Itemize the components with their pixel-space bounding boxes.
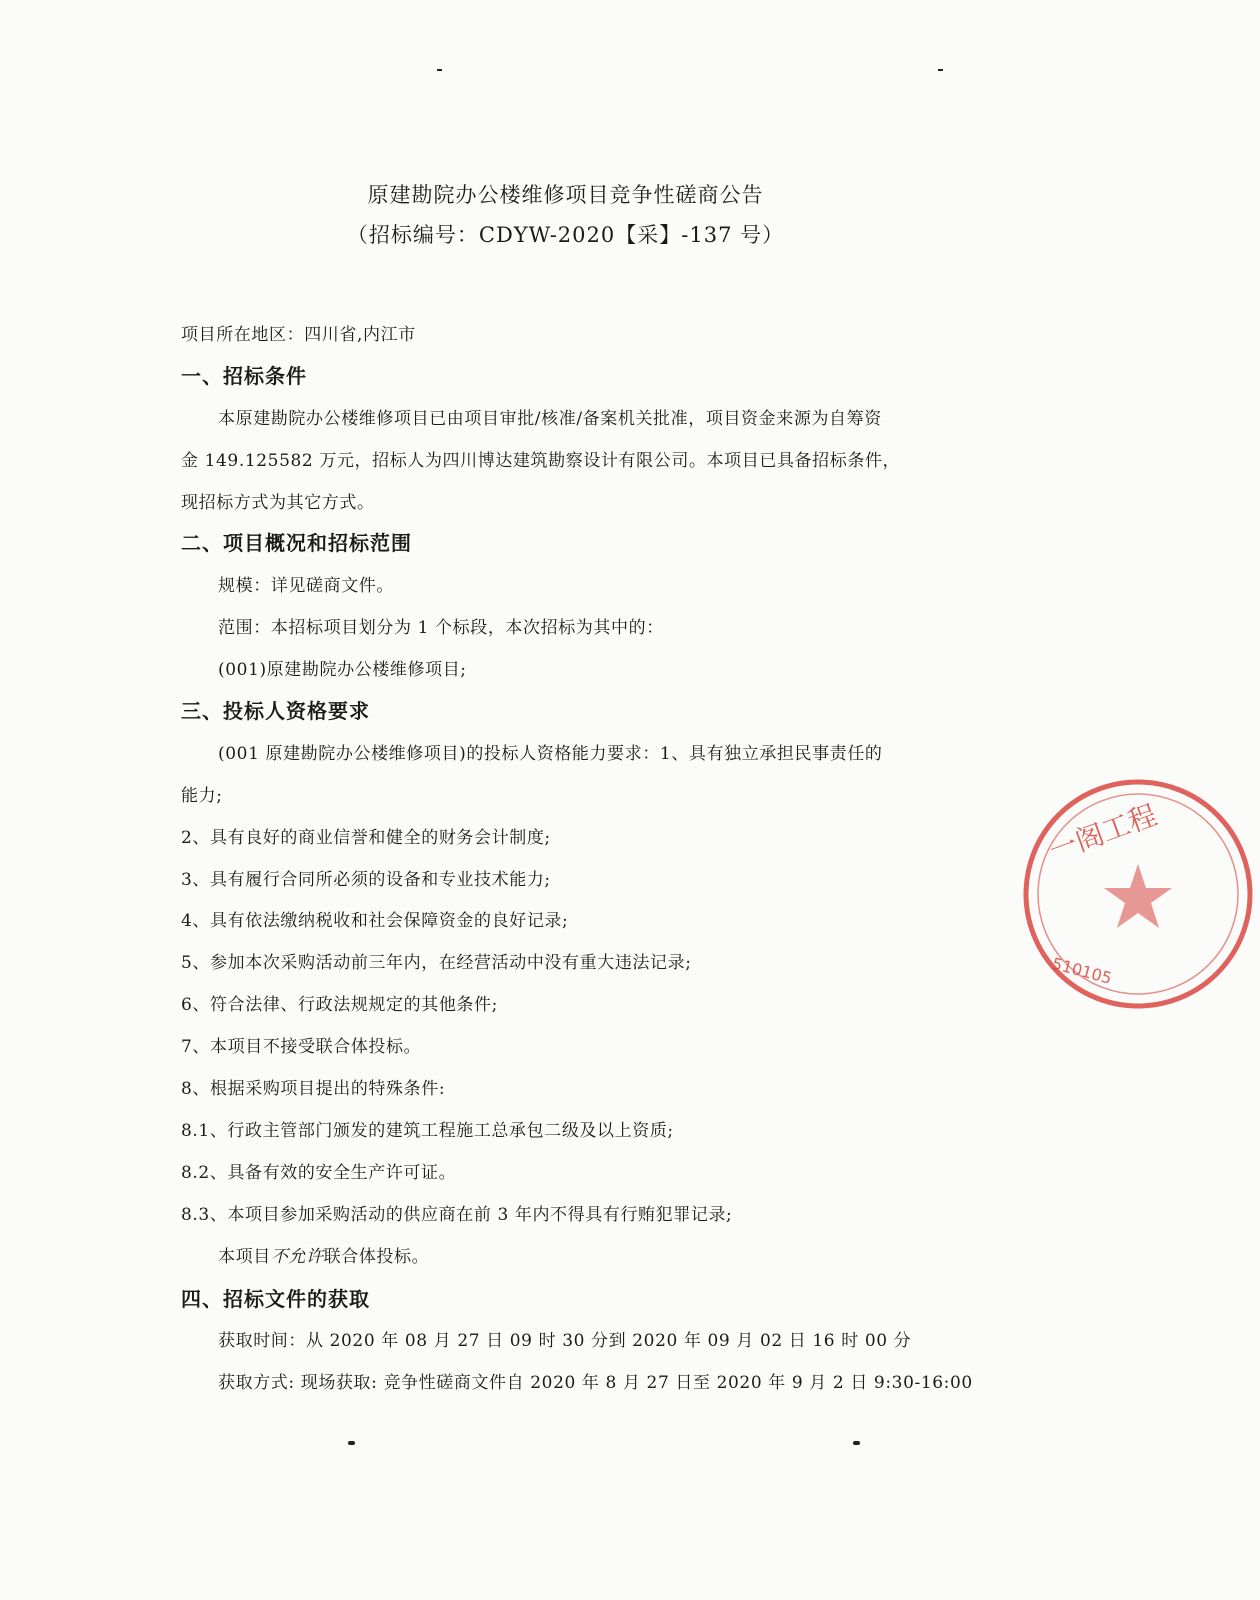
paragraph-line: 获取时间：从 2020 年 08 月 27 日 09 时 30 分到 2020 年 09 月 02 日 16 时 00 分	[218, 1331, 912, 1351]
consortium-italic: 不允许	[270, 1247, 324, 1267]
list-item: 8.2、具备有效的安全生产许可证。	[181, 1163, 457, 1183]
project-location: 项目所在地区：四川省,内江市	[181, 325, 416, 345]
tender-number: （招标编号：CDYW-2020【采】-137 号）	[346, 223, 785, 247]
list-item: 6、符合法律、行政法规规定的其他条件;	[181, 995, 498, 1015]
paragraph-line: 现招标方式为其它方式。	[181, 493, 375, 513]
consortium-suffix: 联合体投标。	[323, 1247, 430, 1267]
paragraph-line: 能力;	[181, 786, 223, 806]
red-seal-stamp	[1020, 776, 1162, 1016]
list-item: 8.3、本项目参加采购活动的供应商在前 3 年内不得具有行贿犯罪记录;	[181, 1205, 733, 1225]
list-item: 8.1、行政主管部门颁发的建筑工程施工总承包二级及以上资质;	[181, 1121, 674, 1141]
scan-mark	[853, 1441, 860, 1445]
paragraph-line: (001)原建勘院办公楼维修项目;	[218, 660, 467, 680]
paragraph-line: 范围：本招标项目划分为 1 个标段，本次招标为其中的：	[218, 618, 664, 638]
list-item: 7、本项目不接受联合体投标。	[181, 1037, 422, 1057]
paragraph-line: 金 149.125582 万元，招标人为四川博达建筑勘察设计有限公司。本项目已具备招标条件，	[181, 451, 901, 471]
paragraph-line: 规模：详见磋商文件。	[218, 576, 394, 596]
paragraph-line: 获取方式: 现场获取: 竞争性磋商文件自 2020 年 8 月 27 日至 2020 年 9 月 2 日 9:30-16:00	[218, 1373, 973, 1393]
section-heading: 三、投标人资格要求	[181, 699, 370, 723]
document-title: 原建勘院办公楼维修项目竞争性磋商公告	[367, 183, 764, 207]
list-item: 3、具有履行合同所必须的设备和专业技术能力;	[181, 870, 551, 890]
list-item: 5、参加本次采购活动前三年内，在经营活动中没有重大违法记录;	[181, 953, 692, 973]
consortium-note	[218, 1242, 429, 1267]
stamp-number: 510105	[1049, 953, 1114, 988]
stamp-text: 一阁工程	[1044, 798, 1162, 868]
paragraph-line: 本原建勘院办公楼维修项目已由项目审批/核准/备案机关批准，项目资金来源为自筹资	[218, 409, 882, 429]
consortium-prefix: 本项目	[218, 1247, 271, 1267]
scan-mark	[348, 1441, 355, 1445]
list-item: 4、具有依法缴纳税收和社会保障资金的良好记录;	[181, 911, 569, 931]
paragraph-line: (001 原建勘院办公楼维修项目)的投标人资格能力要求：1、具有独立承担民事责任的	[218, 744, 883, 764]
section-heading: 一、招标条件	[181, 364, 307, 388]
section-heading: 四、招标文件的获取	[181, 1287, 370, 1311]
section-heading: 二、项目概况和招标范围	[181, 531, 412, 555]
list-item: 8、根据采购项目提出的特殊条件:	[181, 1079, 446, 1099]
scan-mark	[437, 69, 442, 71]
list-item: 2、具有良好的商业信誉和健全的财务会计制度;	[181, 828, 551, 848]
scan-mark	[938, 69, 943, 71]
